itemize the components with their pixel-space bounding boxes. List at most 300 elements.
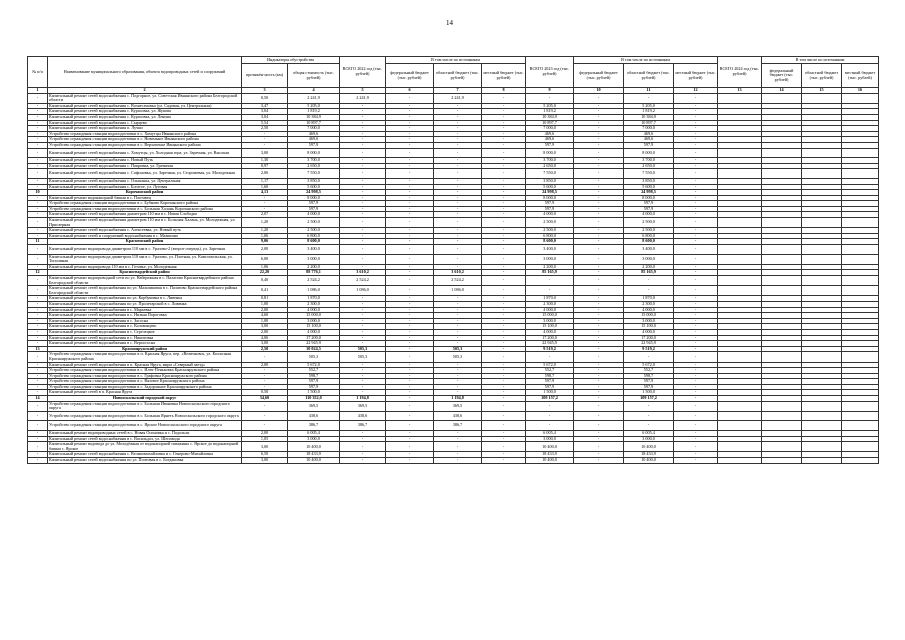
cell-f23: -: [574, 373, 624, 379]
cell-l22: -: [482, 218, 526, 228]
cell-l22: -: [482, 142, 526, 148]
cell-2024-empty: [802, 276, 842, 286]
cell-t22: -: [340, 329, 386, 335]
cell-r22: -: [434, 137, 482, 143]
cell-name: Капитальный ремонт сетей водоснабжения с. Ольшанка, ул. Центральная: [48, 178, 242, 184]
cell-f22: -: [386, 390, 434, 396]
cell-2024-empty: [718, 401, 762, 411]
cell-2024-empty: [842, 286, 879, 296]
cell-name: Устройство ограждения станции водоподготовки в с. Бубново Корочанского района: [48, 201, 242, 207]
cell-2024-empty: [762, 458, 802, 464]
cell-l23: -: [674, 212, 718, 218]
cell-f22: -: [386, 245, 434, 255]
cell-l23: -: [674, 163, 718, 169]
cell-f22: -: [386, 163, 434, 169]
table-row: [28, 401, 879, 411]
cell-r22: 386,7: [434, 421, 482, 431]
cell-cost: 8 600,0: [288, 239, 340, 245]
cell-n: -: [28, 137, 48, 143]
cell-t22: -: [340, 335, 386, 341]
cell-name: Устройство ограждения станции водоподготовки в с. Большая Ивановка Новооскольского городского округа: [48, 401, 242, 411]
cell-len: 3,00: [242, 442, 288, 452]
cell-f23: -: [574, 114, 624, 120]
cell-name: Капитальный ремонт сетей водоснабжения с. Новый Путь: [48, 158, 242, 164]
cell-len: 34,60: [242, 396, 288, 402]
column-index-cell: 12: [674, 88, 718, 94]
cell-r23: 3 000,0: [624, 254, 674, 264]
cell-l22: -: [482, 301, 526, 307]
cell-l22: -: [482, 411, 526, 421]
cell-len: 2,00: [242, 362, 288, 368]
cell-r22: 2 524,2: [434, 276, 482, 286]
cell-f23: -: [574, 233, 624, 239]
cell-l23: -: [674, 245, 718, 255]
cell-2024-empty: [718, 148, 762, 158]
cell-r22: 505,3: [434, 352, 482, 362]
cell-cost: 15 100,0: [288, 324, 340, 330]
cell-name: Капитальный ремонт водопровода 110 мм в с. Готовье, ул. Молодежная: [48, 264, 242, 270]
cell-t22: -: [340, 436, 386, 442]
water-network-table: [27, 56, 879, 464]
cell-len: 6,50: [242, 452, 288, 458]
cell-t22: -: [340, 452, 386, 458]
cell-l23: -: [674, 346, 718, 352]
cell-t22: 386,7: [340, 421, 386, 431]
header-loc-2023: местный бюджет (тыс. рублей): [674, 64, 718, 88]
cell-f23: -: [574, 286, 624, 296]
cell-t23: 3 700,0: [526, 158, 574, 164]
cell-len: 3,04: [242, 109, 288, 115]
cell-r22: -: [434, 384, 482, 390]
cell-l23: -: [674, 131, 718, 137]
cell-cost: 2 300,0: [288, 301, 340, 307]
cell-f23: -: [574, 318, 624, 324]
cell-f22: -: [386, 228, 434, 234]
cell-t22: -: [340, 190, 386, 196]
header-fed-2024: федеральный бюджет (тыс. рублей): [762, 64, 802, 88]
header-indicators: Индикаторы обустройства: [242, 57, 340, 64]
cell-r22: -: [434, 163, 482, 169]
cell-r23: 2 500,0: [624, 218, 674, 228]
cell-t23: 8 000,0: [526, 195, 574, 201]
cell-l22: -: [482, 163, 526, 169]
cell-name: Капитальный ремонт сетей водоснабжения с. Великомихайловка и с. Генерово-Михайловка: [48, 452, 242, 458]
table-row: [28, 93, 879, 103]
cell-2024-empty: [802, 442, 842, 452]
cell-f23: -: [574, 362, 624, 368]
cell-len: 1,20: [242, 218, 288, 228]
cell-len: -: [242, 368, 288, 374]
cell-f23: -: [574, 254, 624, 264]
cell-t22: -: [340, 201, 386, 207]
cell-r23: 10 400,0: [624, 458, 674, 464]
cell-n: -: [28, 307, 48, 313]
table-row: [28, 286, 879, 296]
cell-len: 3,00: [242, 324, 288, 330]
cell-n: -: [28, 120, 48, 126]
cell-t23: 597,9: [526, 384, 574, 390]
cell-2024-empty: [762, 352, 802, 362]
cell-name: Капитальный ремонт сетей водоснабжения по ул. Пролетарской в с. Ливенка: [48, 301, 242, 307]
cell-n: -: [28, 384, 48, 390]
cell-f23: -: [574, 218, 624, 228]
cell-cost: 3 000,0: [288, 254, 340, 264]
header-length: протяжён-ность (км): [242, 64, 288, 88]
cell-f22: -: [386, 178, 434, 184]
cell-r22: -: [434, 109, 482, 115]
cell-r22: -: [434, 313, 482, 319]
cell-r23: 10 400,0: [624, 442, 674, 452]
cell-f22: -: [386, 212, 434, 218]
cell-n: -: [28, 318, 48, 324]
cell-l22: -: [482, 169, 526, 179]
cell-name: Капитальный ремонт сетей водоснабжения по ул. Корбуковка в с. Ливенка: [48, 296, 242, 302]
cell-n: -: [28, 178, 48, 184]
cell-l23: -: [674, 239, 718, 245]
cell-cost: 2 524,2: [288, 276, 340, 286]
cell-len: -: [242, 411, 288, 421]
cell-l23: -: [674, 352, 718, 362]
table-row: [28, 245, 879, 255]
cell-f23: -: [574, 411, 624, 421]
cell-r23: 469,6: [624, 131, 674, 137]
cell-t22: -: [340, 158, 386, 164]
cell-l23: -: [674, 301, 718, 307]
cell-n: -: [28, 206, 48, 212]
cell-t23: 24 998,5: [526, 190, 574, 196]
cell-2024-empty: [762, 254, 802, 264]
cell-len: 1,20: [242, 228, 288, 234]
cell-name: Устройство ограждения станции водоподготовки в с. Илек-Пеньковка Краснояружского района: [48, 368, 242, 374]
cell-r23: 5 672,0: [624, 362, 674, 368]
cell-f22: -: [386, 131, 434, 137]
cell-l22: -: [482, 131, 526, 137]
cell-n: -: [28, 335, 48, 341]
cell-r23: -: [624, 421, 674, 431]
cell-name: Капитальный ремонт сетей водоснабжения в с. Низкая Пороговка: [48, 313, 242, 319]
cell-r23: 597,9: [624, 379, 674, 385]
column-index-cell: 5: [340, 88, 386, 94]
cell-r23: 17 200,0: [624, 335, 674, 341]
cell-cost: 10 400,0: [288, 442, 340, 452]
cell-f22: -: [386, 436, 434, 442]
cell-t23: 3 000,0: [526, 318, 574, 324]
cell-name: Капитальный ремонт сетей водоснабжения с. Курасовка, ул. Ленина: [48, 114, 242, 120]
cell-r23: 5 205,0: [624, 103, 674, 109]
cell-r22: -: [434, 178, 482, 184]
cell-l23: -: [674, 442, 718, 452]
cell-len: 0,97: [242, 163, 288, 169]
cell-l22: -: [482, 442, 526, 452]
cell-l22: -: [482, 206, 526, 212]
cell-cost: 24 998,5: [288, 190, 340, 196]
cell-t22: -: [340, 120, 386, 126]
cell-t22: -: [340, 163, 386, 169]
cell-l23: -: [674, 126, 718, 132]
cell-t22: -: [340, 390, 386, 396]
cell-f22: -: [386, 270, 434, 276]
cell-l22: -: [482, 329, 526, 335]
cell-t23: 10 897,7: [526, 120, 574, 126]
cell-name: Устройство ограждения станции водоподготовки в с. Новенькое Ивнянского района: [48, 137, 242, 143]
cell-l23: -: [674, 368, 718, 374]
cell-l23: -: [674, 158, 718, 164]
table-row: [28, 218, 879, 228]
cell-2024-empty: [718, 286, 762, 296]
cell-f22: -: [386, 411, 434, 421]
cell-l23: -: [674, 218, 718, 228]
header-total-2022: ВСЕГО 2022 год (тыс. рублей): [340, 57, 386, 88]
cell-f22: -: [386, 114, 434, 120]
cell-t22: 505,3: [340, 346, 386, 352]
cell-t22: -: [340, 254, 386, 264]
cell-f22: -: [386, 126, 434, 132]
cell-r23: 597,9: [624, 384, 674, 390]
cell-t22: 1 086,0: [340, 286, 386, 296]
cell-r22: -: [434, 452, 482, 458]
cell-2024-empty: [842, 458, 879, 464]
cell-n: -: [28, 233, 48, 239]
cell-r23: 3 000,0: [624, 436, 674, 442]
cell-t23: 10 400,0: [526, 442, 574, 452]
cell-n: 11: [28, 239, 48, 245]
cell-name: Капитальный ремонт сетей водоснабжения в с. Верхососна: [48, 341, 242, 347]
cell-f23: -: [574, 421, 624, 431]
cell-r23: 597,9: [624, 201, 674, 207]
cell-l23: -: [674, 169, 718, 179]
cell-l22: -: [482, 324, 526, 330]
cell-2024-empty: [802, 401, 842, 411]
cell-r22: -: [434, 307, 482, 313]
cell-n: -: [28, 313, 48, 319]
cell-l23: -: [674, 184, 718, 190]
cell-cost: 3 000,0: [288, 436, 340, 442]
cell-t22: -: [340, 362, 386, 368]
cell-r23: 9 519,2: [624, 346, 674, 352]
cell-l22: -: [482, 103, 526, 109]
cell-len: 6,00: [242, 254, 288, 264]
cell-t23: 5 205,0: [526, 103, 574, 109]
cell-name: Капитальный ремонт сетей в п. Красная Яруга: [48, 390, 242, 396]
table-header: [28, 57, 879, 94]
cell-t22: -: [340, 169, 386, 179]
cell-f22: -: [386, 421, 434, 431]
cell-f22: -: [386, 120, 434, 126]
cell-t23: 9 519,2: [526, 346, 574, 352]
cell-len: 3,04: [242, 114, 288, 120]
column-index-cell: 3: [242, 88, 288, 94]
cell-name: Капитальный ремонт сетей водоснабжения с. Подгорное, ул. Советская Ивнянского района Белгородской области: [48, 93, 242, 103]
cell-2024-empty: [802, 352, 842, 362]
cell-l22: -: [482, 452, 526, 458]
cell-cost: 597,9: [288, 379, 340, 385]
cell-l23: -: [674, 93, 718, 103]
cell-len: -: [242, 195, 288, 201]
column-index-cell: 9: [526, 88, 574, 94]
cell-l22: -: [482, 201, 526, 207]
cell-r23: 2 200,0: [624, 264, 674, 270]
cell-l22: -: [482, 390, 526, 396]
cell-t23: -: [526, 286, 574, 296]
cell-t23: 22 945,9: [526, 341, 574, 347]
cell-t22: -: [340, 442, 386, 452]
cell-l22: -: [482, 307, 526, 313]
cell-r22: -: [434, 368, 482, 374]
cell-l23: -: [674, 341, 718, 347]
cell-l23: -: [674, 362, 718, 368]
cell-f22: -: [386, 442, 434, 452]
cell-r22: -: [434, 390, 482, 396]
cell-name: Капитальный ремонт сетей водоснабжения с. Покровка, ул. Гремячая: [48, 163, 242, 169]
cell-name: Капитальный ремонт сетей водоснабжения с. Сафоновка, ул. Заречная, ул. Сторожевая, ул. Молодежная: [48, 169, 242, 179]
cell-r23: -: [624, 276, 674, 286]
cell-r22: -: [434, 442, 482, 452]
cell-t23: 1 819,2: [526, 109, 574, 115]
cell-l23: -: [674, 103, 718, 109]
cell-f23: -: [574, 201, 624, 207]
cell-len: 2,50: [242, 126, 288, 132]
cell-r22: -: [434, 103, 482, 109]
cell-2024-empty: [762, 169, 802, 179]
cell-n: -: [28, 93, 48, 103]
cell-2024-empty: [718, 169, 762, 179]
cell-n: -: [28, 452, 48, 458]
cell-r23: 10 897,7: [624, 120, 674, 126]
cell-cost: 1 500,0: [288, 390, 340, 396]
cell-l22: -: [482, 313, 526, 319]
cell-f23: -: [574, 452, 624, 458]
cell-r23: -: [624, 352, 674, 362]
cell-r22: -: [434, 264, 482, 270]
cell-l22: -: [482, 254, 526, 264]
cell-l23: -: [674, 329, 718, 335]
cell-len: 2,00: [242, 245, 288, 255]
cell-n: -: [28, 286, 48, 296]
header-reg-2024: областной бюджет (тыс. рублей): [802, 64, 842, 88]
cell-r22: -: [434, 254, 482, 264]
cell-name: Капитальный ремонт сетей водоснабжения диаметром 110 мм в с. Большая Халань, ул. Молодежная, ул. Приозерная: [48, 218, 242, 228]
table-row: [28, 411, 879, 421]
cell-f23: -: [574, 442, 624, 452]
cell-n: -: [28, 301, 48, 307]
cell-r22: -: [434, 458, 482, 464]
cell-r23: 6 005,4: [624, 431, 674, 437]
cell-name: Капитальный ремонт водопровода диаметром 110 мм в с. Уразово, ул. Плотная, ул. Комсомольская, ул. Тополиная: [48, 254, 242, 264]
cell-r23: -: [624, 286, 674, 296]
cell-2024-empty: [842, 401, 879, 411]
cell-cost: 2 200,0: [288, 264, 340, 270]
cell-n: 10: [28, 190, 48, 196]
cell-f22: -: [386, 352, 434, 362]
cell-n: -: [28, 324, 48, 330]
cell-r23: 598,7: [624, 373, 674, 379]
cell-r22: -: [434, 329, 482, 335]
header-incl-2022: В том числе по источникам: [386, 57, 526, 64]
cell-n: -: [28, 436, 48, 442]
cell-l23: -: [674, 270, 718, 276]
cell-f22: -: [386, 296, 434, 302]
cell-l23: -: [674, 233, 718, 239]
header-name: Наименование муниципального образования, объекта водопроводных сетей и сооружений: [48, 57, 242, 88]
cell-n: -: [28, 264, 48, 270]
cell-n: -: [28, 163, 48, 169]
cell-t22: -: [340, 126, 386, 132]
header-fed-2022: федеральный бюджет (тыс. рублей): [386, 64, 434, 88]
cell-2024-empty: [842, 352, 879, 362]
cell-t23: 109 157,2: [526, 396, 574, 402]
cell-f23: -: [574, 384, 624, 390]
cell-2024-empty: [762, 93, 802, 103]
cell-l23: -: [674, 228, 718, 234]
cell-r22: -: [434, 233, 482, 239]
cell-f22: -: [386, 379, 434, 385]
cell-r23: 8 000,0: [624, 148, 674, 158]
cell-n: -: [28, 148, 48, 158]
table-row: [28, 148, 879, 158]
cell-f23: -: [574, 341, 624, 347]
cell-l22: -: [482, 245, 526, 255]
cell-len: 22,20: [242, 270, 288, 276]
cell-f22: -: [386, 103, 434, 109]
column-index-cell: 10: [574, 88, 624, 94]
cell-l22: -: [482, 178, 526, 184]
cell-cost: 597,9: [288, 201, 340, 207]
cell-name: Капитальный ремонт водопроводной сети по ул. Набережная в с. Палатово Красногвардейского района Белгородской области: [48, 276, 242, 286]
cell-len: 3,00: [242, 148, 288, 158]
cell-t22: 1 194,8: [340, 396, 386, 402]
cell-n: -: [28, 431, 48, 437]
cell-f23: -: [574, 142, 624, 148]
cell-cost: 3 700,0: [288, 158, 340, 164]
cell-r22: -: [434, 120, 482, 126]
cell-l22: -: [482, 346, 526, 352]
cell-f23: -: [574, 245, 624, 255]
cell-len: 1,60: [242, 184, 288, 190]
cell-f23: -: [574, 163, 624, 169]
cell-l22: -: [482, 228, 526, 234]
cell-t22: -: [340, 384, 386, 390]
header-total-2024: ВСЕГО 2024 год (тыс. рублей): [718, 57, 762, 88]
cell-2024-empty: [762, 218, 802, 228]
cell-len: 2,50: [242, 346, 288, 352]
cell-l22: -: [482, 190, 526, 196]
cell-len: 5,54: [242, 120, 288, 126]
cell-len: -: [242, 421, 288, 431]
table-row: [28, 442, 879, 452]
cell-t23: -: [526, 352, 574, 362]
cell-l23: -: [674, 264, 718, 270]
cell-n: -: [28, 254, 48, 264]
cell-r23: 552,7: [624, 368, 674, 374]
cell-name: Капитальный ремонт сетей водоснабжения в с. Никитовка: [48, 335, 242, 341]
cell-cost: 18 433,9: [288, 452, 340, 458]
cell-r23: 3 850,0: [624, 178, 674, 184]
cell-2024-empty: [762, 245, 802, 255]
cell-r23: 109 157,2: [624, 396, 674, 402]
cell-f23: -: [574, 431, 624, 437]
cell-t22: -: [340, 239, 386, 245]
cell-t23: 597,9: [526, 379, 574, 385]
cell-t22: -: [340, 301, 386, 307]
cell-l23: -: [674, 431, 718, 437]
cell-cost: 3 850,0: [288, 178, 340, 184]
cell-r23: -: [624, 93, 674, 103]
cell-len: 4,06: [242, 335, 288, 341]
cell-r22: -: [434, 318, 482, 324]
cell-r22: -: [434, 142, 482, 148]
header-fed-2023: федеральный бюджет (тыс. рублей): [574, 64, 624, 88]
cell-r23: 24 998,5: [624, 190, 674, 196]
